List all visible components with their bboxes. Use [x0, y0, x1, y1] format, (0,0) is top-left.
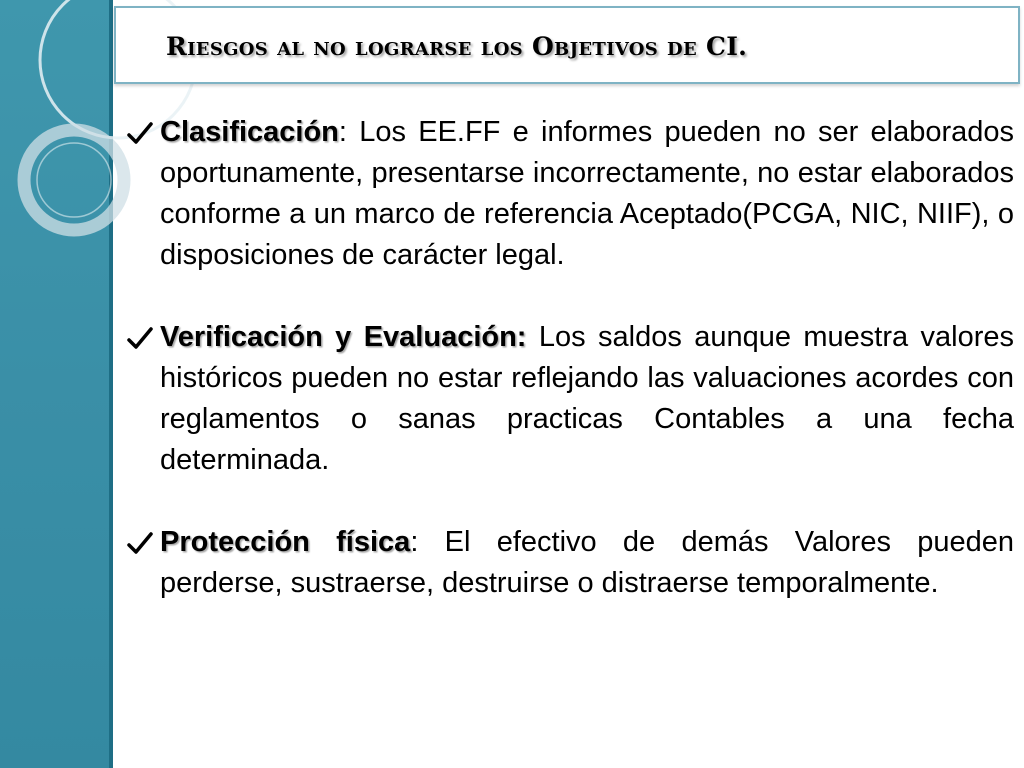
- bullet-text: El efectivo de demás Valores pueden perderse, sustraerse, destruirse o distraerse temporalmente.: [160, 526, 1014, 599]
- bullet-item-clasificacion: [122, 112, 1014, 276]
- slide-title: Riesgos al no lograrse los Objetivos de CI.: [166, 32, 748, 61]
- bullet-separator: :: [410, 526, 445, 558]
- bullet-label: Verificación y Evaluación:: [160, 321, 527, 353]
- inner-ring: [37, 143, 111, 217]
- checkmark-icon: [126, 120, 154, 148]
- bullet-text: Los EE.FF e informes pueden no ser elaborados oportunamente, presentarse incorrectamente, no estar elaborados conforme a un marco de referencia Aceptado(PCGA, NIC, NIIF), o disposiciones de carácter legal.: [160, 116, 1014, 271]
- bullet-label: Protección física: [160, 526, 411, 558]
- bullet-item-verificacion: [122, 317, 1014, 481]
- thick-ring: [24, 130, 124, 230]
- title-box: [114, 6, 1020, 84]
- checkmark-icon: [126, 530, 154, 558]
- bullet-item-proteccion: [122, 522, 1014, 604]
- checkmark-icon: [126, 325, 154, 353]
- bullet-label: Clasificación: [160, 116, 339, 148]
- bullet-text: Los saldos aunque muestra valores históricos pueden no estar reflejando las valuaciones acordes con reglamentos o sanas practicas Contables a una fecha determinada.: [160, 321, 1014, 476]
- bullet-list: [122, 112, 1014, 645]
- bullet-separator: [526, 321, 538, 353]
- bullet-separator: :: [338, 116, 360, 148]
